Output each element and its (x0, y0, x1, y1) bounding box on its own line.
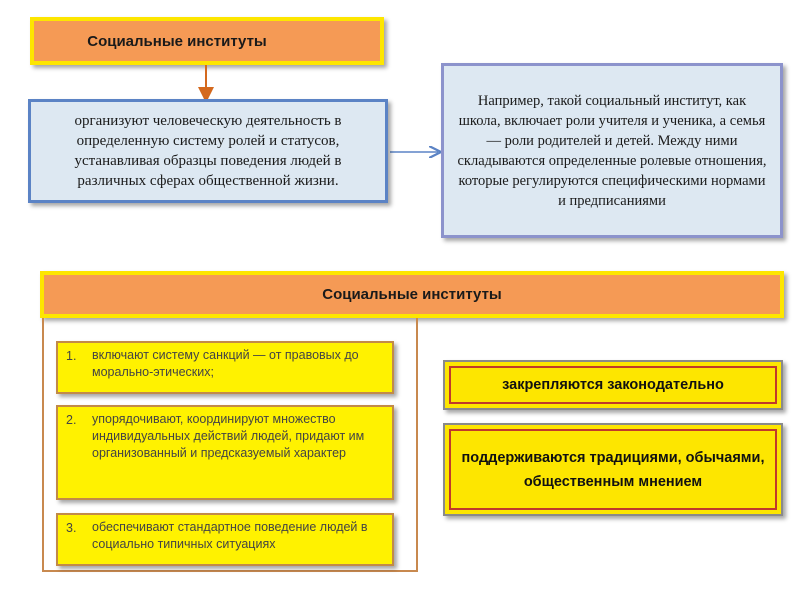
tradition-box-text: поддерживаются традициями, обычаями, общественным мнением (461, 449, 765, 490)
list-item-number: 1. (66, 349, 77, 363)
list-item-number: 3. (66, 521, 77, 535)
bottom-header-box (40, 271, 784, 318)
law-box-text: закрепляются законодательно (502, 377, 724, 393)
list-item-text: обеспечивают стандартное поведение людей в социально типичных ситуациях (92, 520, 368, 551)
tradition-box-inner (449, 429, 777, 510)
list-item-number: 2. (66, 413, 77, 427)
list-item-text: включают систему санкций — от правовых до морально-этических; (92, 348, 359, 379)
definition-text: организуют человеческую деятельность в определенную систему ролей и статусов, устанавливая образцы поведения людей в различных сферах общественной жизни. (74, 113, 342, 189)
list-item-3 (56, 513, 394, 566)
list-item-1 (56, 341, 394, 394)
list-item-2 (56, 405, 394, 500)
tradition-box (443, 423, 783, 516)
example-text: Например, такой социальный институт, как школа, включает роли учителя и ученика, а семья — роли родителей и детей. Между ними складываются определенные ролевые отношения, которые регулируются специфическими нормами и предписаниями (457, 92, 767, 209)
middle-frame-line (416, 318, 418, 571)
definition-box (28, 99, 388, 203)
law-box (443, 360, 783, 410)
bottom-frame-line (42, 570, 418, 572)
left-frame-line (42, 318, 44, 571)
list-item-text: упорядочивают, координируют множество индивидуальных действий людей, придают им организованный и предсказуемый характер (92, 412, 365, 460)
top-header-title: Социальные институты (87, 32, 267, 50)
example-box (441, 63, 783, 238)
law-box-inner (449, 366, 777, 404)
bottom-header-title: Социальные институты (322, 286, 502, 303)
bottom-header-inner (44, 275, 780, 314)
